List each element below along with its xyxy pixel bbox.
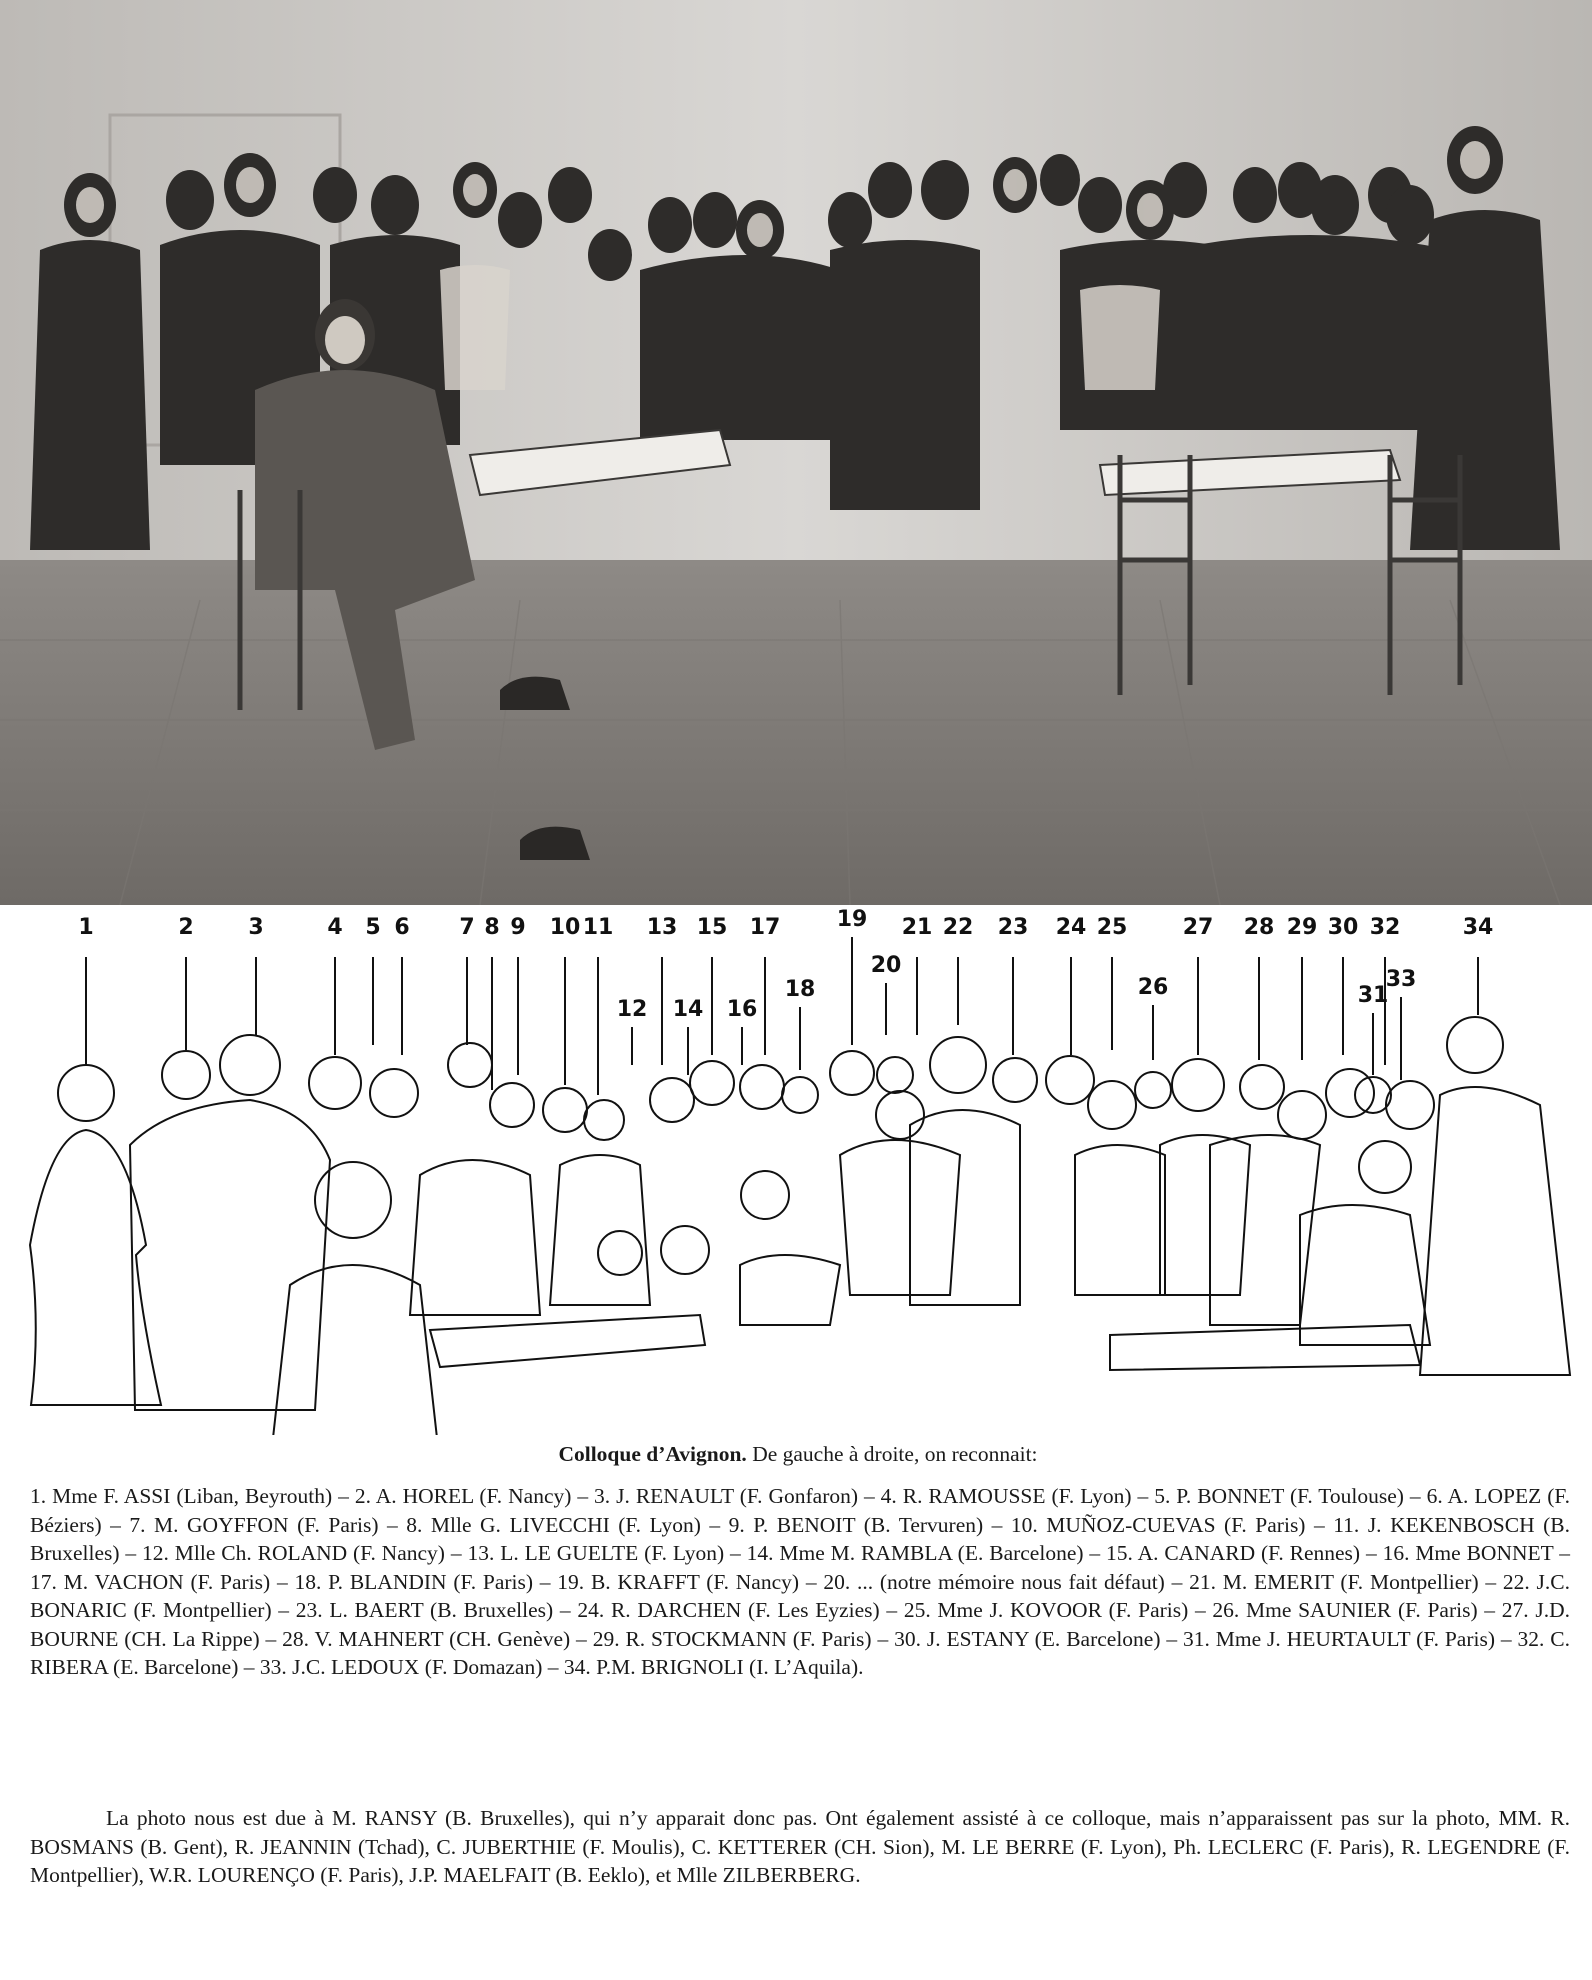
person-number: 10 [549, 915, 581, 940]
person-number: 25 [1096, 915, 1128, 940]
identification-legend: 1. Mme F. ASSI (Liban, Beyrouth) – 2. A. HOREL (F. Nancy) – 3. J. RENAULT (F. Gonfaron) – 4. R. RAMOUSSE (F. Lyon) – 5. P. BONNET (F. Toulouse) – 6. A. LOPEZ (F. Béziers) – 7. M. GOYFFON (F. Paris) – 8. Mlle G. LIVECCHI (F. Lyon) – 9. P. BENOIT (B. Tervuren) – 10. MUÑOZ-CUEVAS (F. Paris) – 11. J. KEKENBOSCH (B. Bruxelles) – 12. Mlle Ch. ROLAND (F. Nancy) – 13. L. LE GUELTE (F. Lyon) – 14. Mme M. RAMBLA (E. Barcelone) – 15. A. CANARD (F. Rennes) – 16. Mme BONNET – 17. M. VACHON (F. Paris) – 18. P. BLANDIN (F. Paris) – 19. B. KRAFFT (F. Nancy) – 20. ... (notre mémoire nous fait défaut) – 21. M. EMERIT (F. Montpellier) – 22. J.C. BONARIC (F. Montpellier) – 23. L. BAERT (B. Bruxelles) – 24. R. DARCHEN (F. Les Eyzies) – 25. Mme J. KOVOOR (F. Paris) – 26. Mme SAUNIER (F. Paris) – 27. J.D. BOURNE (CH. La Rippe) – 28. V. MAHNERT (CH. Genève) – 29. R. STOCKMANN (F. Paris) – 30. J. ESTANY (E. Barcelone) – 31. Mme J. HEURTAULT (F. Paris) – 32. C. RIBERA (E. Barcelone) – 33. J.C. LEDOUX (F. Domazan) – 34. P.M. BRIGNOLI (I. L’Aquila). [30, 1484, 1570, 1679]
person-number: 24 [1055, 915, 1087, 940]
identification-drawing [0, 907, 1592, 1435]
group-photograph [0, 0, 1592, 905]
person-number: 20 [870, 953, 902, 978]
person-number: 18 [784, 977, 816, 1002]
person-number: 7 [459, 915, 475, 940]
person-number: 4 [327, 915, 343, 940]
person-number: 31 [1357, 983, 1389, 1008]
person-number: 16 [726, 997, 758, 1022]
person-number: 3 [248, 915, 264, 940]
caption-subtitle: De gauche à droite, on reconnait: [752, 1442, 1038, 1466]
person-number: 5 [365, 915, 381, 940]
caption-heading [24, 1440, 1572, 1468]
person-number: 9 [510, 915, 526, 940]
person-number: 29 [1286, 915, 1318, 940]
person-number: 11 [582, 915, 614, 940]
person-number: 28 [1243, 915, 1275, 940]
person-number: 2 [178, 915, 194, 940]
person-number: 8 [484, 915, 500, 940]
photo-scene [0, 0, 1592, 905]
person-number: 19 [836, 907, 868, 932]
person-number: 6 [394, 915, 410, 940]
person-number: 14 [672, 997, 704, 1022]
person-number: 30 [1327, 915, 1359, 940]
person-number: 13 [646, 915, 678, 940]
caption-title: Colloque d’Avignon. [558, 1442, 747, 1466]
person-number: 33 [1385, 967, 1417, 992]
person-number: 27 [1182, 915, 1214, 940]
person-number: 32 [1369, 915, 1401, 940]
person-number: 23 [997, 915, 1029, 940]
outline-sketch [0, 915, 1592, 1435]
person-number: 26 [1137, 975, 1169, 1000]
person-number: 15 [696, 915, 728, 940]
person-number: 21 [901, 915, 933, 940]
person-number: 22 [942, 915, 974, 940]
person-number: 34 [1462, 915, 1494, 940]
photo-credits: La photo nous est due à M. RANSY (B. Bruxelles), qui n’y apparait donc pas. Ont également assisté à ce colloque, mais n’apparaissent pas sur la photo, MM. R. BOSMANS (B. Gent), R. JEANNIN (Tchad), C. JUBERTHIE (F. Moulis), C. KETTERER (CH. Sion), M. LE BERRE (F. Lyon), Ph. LECLERC (F. Paris), R. LEGENDRE (F. Montpellier), W.R. LOURENÇO (F. Paris), J.P. MAELFAIT (B. Eeklo), et Mlle ZILBERBERG. [30, 1806, 1570, 1887]
person-number: 17 [749, 915, 781, 940]
person-number: 12 [616, 997, 648, 1022]
person-number: 1 [78, 915, 94, 940]
